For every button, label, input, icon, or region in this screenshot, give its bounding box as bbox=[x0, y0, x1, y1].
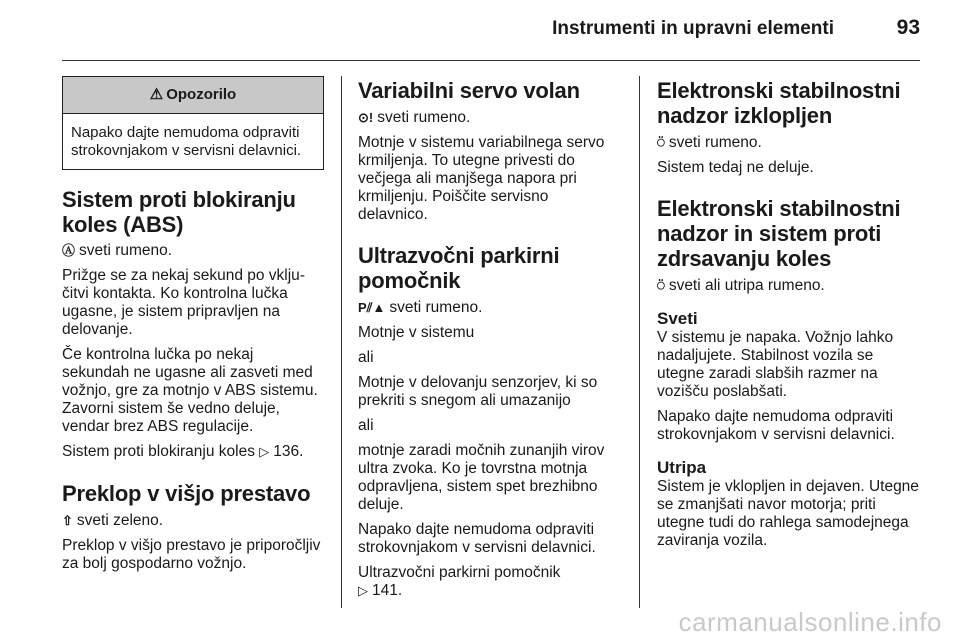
esc-off-heading: Elektronski stabilnostni nadzor izklopljen bbox=[657, 78, 901, 128]
abs-paragraph-2: Če kontrolna lučka po nekaj sekundah ne ugasne ali zasveti med vožnjo, gre za motnjo v ABS sistemu. Zavorni sistem še vedno deluje, vendar brez ABS regulacije. bbox=[62, 346, 318, 435]
column-1 bbox=[62, 76, 324, 580]
abs-reference-page: 136. bbox=[273, 443, 304, 460]
column-2 bbox=[358, 76, 622, 607]
parking-status: sveti rumeno. bbox=[389, 299, 483, 316]
column-divider bbox=[341, 76, 342, 608]
column-divider bbox=[639, 76, 640, 608]
page-header bbox=[40, 14, 920, 48]
abs-status: sveti rumeno. bbox=[79, 242, 173, 259]
esc-lit-paragraph-2: Napako dajte nemudoma odpraviti strokovnjakom v servisni delavnici. bbox=[657, 408, 895, 443]
column-3 bbox=[657, 76, 919, 557]
parking-paragraph-2: Motnje v delovanju senzorjev, ki so prekriti s snegom ali umazanijo bbox=[358, 374, 598, 409]
upshift-icon: ⇧ bbox=[62, 513, 73, 528]
parking-reference-page: 141. bbox=[372, 582, 403, 599]
abs-paragraph-1: Prižge se za nekaj sekund po vključitvi kontakta. Ko kontrolna lučka ugasne, je sistem pripravljen na delovanje. bbox=[62, 267, 305, 338]
abs-reference-text: Sistem proti blokiranju koles bbox=[62, 443, 255, 460]
parking-or-2: ali bbox=[358, 417, 374, 434]
page-number: 93 bbox=[896, 16, 920, 39]
parking-paragraph-4: Napako dajte nemudoma odpraviti strokovnjakom v servisni delavnici. bbox=[358, 521, 596, 556]
parking-sensor-icon: P⫽▲ bbox=[358, 300, 386, 315]
steering-warning-icon: ⊙! bbox=[358, 110, 374, 125]
watermark: carmanualsonline.info bbox=[678, 607, 942, 637]
upshift-status: sveti zeleno. bbox=[76, 512, 164, 529]
page-reference-icon: ▷ bbox=[358, 583, 368, 598]
header-rule bbox=[62, 60, 920, 61]
esc-off-paragraph: Sistem tedaj ne deluje. bbox=[657, 159, 814, 176]
esc-flash-subheading: Utripa bbox=[657, 458, 707, 477]
esc-lit-paragraph-1: V sistemu je napaka. Vožnjo lahko nadaljujete. Stabilnost vozila se utegne zaradi slabših razmer na vozišču poslabšati. bbox=[657, 329, 894, 400]
page-reference-icon: ▷ bbox=[259, 444, 270, 459]
parking-paragraph-3: motnje zaradi močnih zunanjih virov ultra zvoka. Ko je tovrstna motnja odpravljena, sistem spet brezhibno deluje. bbox=[358, 442, 605, 513]
esc-icon: ⍥ bbox=[657, 278, 665, 293]
warning-title: Opozorilo bbox=[166, 86, 237, 103]
parking-reference-text: Ultrazvočni parkirni pomočnik bbox=[358, 564, 561, 581]
esc-lit-subheading: Sveti bbox=[657, 309, 698, 328]
esc-off-status: sveti rumeno. bbox=[668, 134, 762, 151]
warning-text: Napako dajte nemudoma odpraviti strokovnjakom v servisni delavnici. bbox=[71, 124, 302, 159]
esc-off-icon: ⍥ bbox=[657, 135, 665, 150]
upshift-heading: Preklop v višjo prestavo bbox=[62, 481, 311, 506]
abs-heading: Sistem proti blokiranju koles (ABS) bbox=[62, 187, 296, 237]
header-title: Instrumenti in upravni elementi bbox=[552, 18, 834, 39]
servo-paragraph: Motnje v sistemu variabilnega servo krmiljenja. To utegne privesti do večjega ali manjšega napora pri krmiljenju. Poiščite servisno delavnico. bbox=[358, 134, 605, 223]
esc-heading: Elektronski stabilnostni nadzor in sistem proti zdrsavanju koles bbox=[657, 196, 901, 271]
warning-box bbox=[62, 76, 324, 170]
esc-status: sveti ali utripa rumeno. bbox=[668, 277, 825, 294]
servo-heading: Variabilni servo volan bbox=[358, 78, 580, 103]
esc-flash-paragraph: Sistem je vklopljen in dejaven. Utegne se zmanjšati navor motorja; priti utegne tudi do rahlega samodejnega zaviranja vozila. bbox=[657, 478, 919, 549]
upshift-paragraph: Preklop v višjo prestavo je priporočljiv za bolj gospodarno vožnjo. bbox=[62, 537, 321, 572]
warning-triangle-icon: ⚠ bbox=[149, 86, 164, 103]
parking-paragraph-1: Motnje v sistemu bbox=[358, 324, 475, 341]
abs-icon: Ⓐ bbox=[62, 243, 76, 258]
servo-status: sveti rumeno. bbox=[377, 109, 471, 126]
warning-header bbox=[63, 77, 323, 114]
parking-heading: Ultrazvočni parkirni pomočnik bbox=[358, 243, 560, 293]
parking-or-1: ali bbox=[358, 349, 374, 366]
